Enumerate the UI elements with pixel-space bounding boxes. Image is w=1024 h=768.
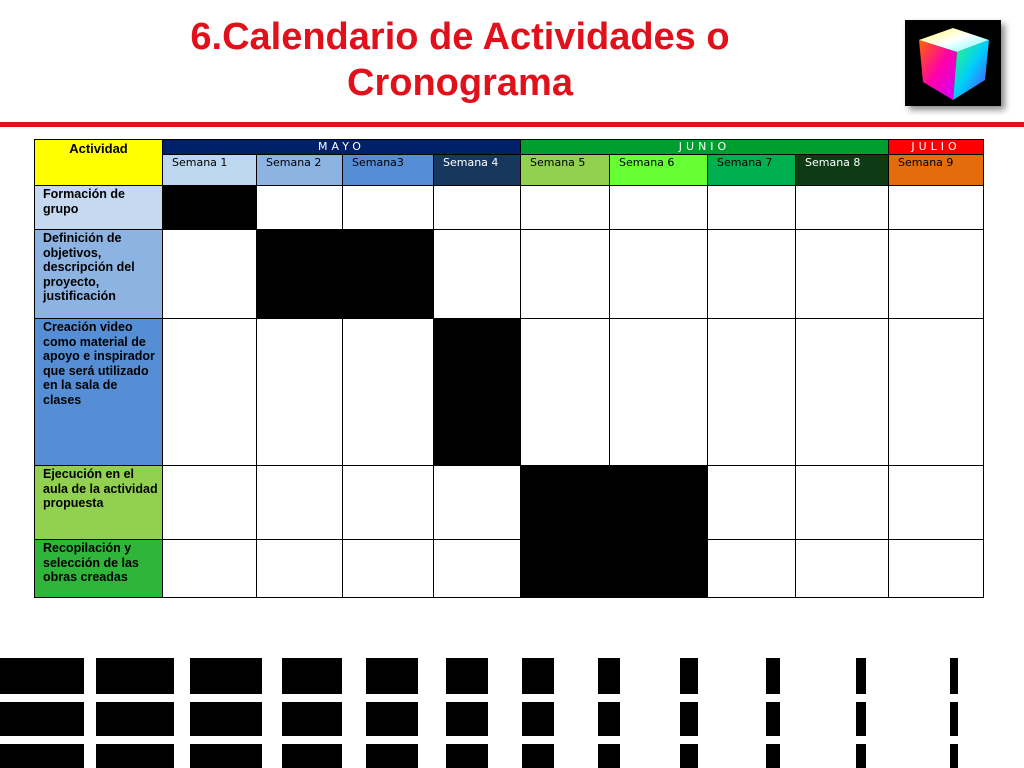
checker-block	[366, 702, 418, 736]
week-cell	[521, 319, 610, 466]
checker-block	[598, 658, 620, 694]
activity-label: Recopilación y selección de las obras creadas	[35, 540, 163, 598]
checker-block	[766, 702, 780, 736]
week-cell	[163, 540, 257, 598]
black-white-checker-pattern	[0, 658, 1024, 768]
week-cell-active	[521, 466, 610, 540]
week-header: Semana 1	[163, 155, 257, 186]
checker-block	[766, 744, 780, 768]
week-cell	[708, 466, 796, 540]
week-cell	[163, 319, 257, 466]
checker-block	[766, 658, 780, 694]
week-cell	[610, 186, 708, 230]
week-cell	[796, 230, 889, 319]
week-cell	[889, 186, 984, 230]
week-cell-active	[521, 540, 610, 598]
checker-block	[446, 658, 488, 694]
week-cell	[434, 230, 521, 319]
checker-block	[950, 744, 958, 768]
week-cell	[257, 540, 343, 598]
week-header: Semana 8	[796, 155, 889, 186]
week-header: Semana 9	[889, 155, 984, 186]
checker-block	[680, 658, 698, 694]
week-cell	[257, 466, 343, 540]
week-header: Semana 6	[610, 155, 708, 186]
week-cell	[708, 540, 796, 598]
checker-block	[522, 744, 554, 768]
week-cell	[889, 319, 984, 466]
checker-block	[282, 702, 342, 736]
week-cell	[796, 540, 889, 598]
checker-block	[0, 658, 84, 694]
checker-block	[366, 658, 418, 694]
title-divider	[0, 122, 1024, 127]
week-cell	[708, 186, 796, 230]
week-cell	[434, 466, 521, 540]
checker-block	[522, 702, 554, 736]
month-header-junio: JUNIO	[521, 140, 889, 155]
table-row	[35, 319, 984, 466]
schedule-table	[34, 139, 984, 598]
week-cell-active	[343, 230, 434, 319]
checker-block	[856, 702, 866, 736]
week-header: Semana3	[343, 155, 434, 186]
week-cell	[796, 466, 889, 540]
checker-block	[598, 744, 620, 768]
checker-block	[96, 744, 174, 768]
checker-block	[446, 744, 488, 768]
week-cell	[889, 540, 984, 598]
week-cell	[521, 230, 610, 319]
week-cell	[163, 466, 257, 540]
slide-title-line-1: 6.Calendario de Actividades o	[190, 16, 730, 58]
week-cell	[889, 466, 984, 540]
checker-block	[96, 658, 174, 694]
checker-block	[190, 744, 262, 768]
table-row	[35, 230, 984, 319]
checker-block	[190, 702, 262, 736]
week-cell	[796, 319, 889, 466]
week-header: Semana 4	[434, 155, 521, 186]
slide-title	[90, 14, 830, 106]
week-cell	[343, 466, 434, 540]
activity-label: Ejecución en el aula de la actividad propuesta	[35, 466, 163, 540]
week-cell	[343, 540, 434, 598]
week-cell	[610, 319, 708, 466]
activity-label: Formación de grupo	[35, 186, 163, 230]
checker-block	[96, 702, 174, 736]
checker-block	[522, 658, 554, 694]
checker-block	[680, 702, 698, 736]
month-header-julio: JULIO	[889, 140, 984, 155]
checker-block	[856, 744, 866, 768]
week-cell	[521, 186, 610, 230]
week-cell	[257, 319, 343, 466]
checker-block	[0, 702, 84, 736]
checker-block	[598, 702, 620, 736]
checker-block	[282, 658, 342, 694]
week-cell	[796, 186, 889, 230]
week-cell	[434, 540, 521, 598]
checker-block	[282, 744, 342, 768]
activity-column-header: Actividad	[35, 140, 163, 186]
activity-label: Creación video como material de apoyo e inspirador que será utilizado en la sala de clases	[35, 319, 163, 466]
checker-block	[446, 702, 488, 736]
table-row	[35, 466, 984, 540]
week-cell	[708, 319, 796, 466]
checker-block	[0, 744, 84, 768]
activity-label: Definición de objetivos, descripción del proyecto, justificación	[35, 230, 163, 319]
week-cell	[343, 319, 434, 466]
month-header-mayo: MAYO	[163, 140, 521, 155]
week-cell-active	[163, 186, 257, 230]
week-cell	[434, 186, 521, 230]
week-header: Semana 7	[708, 155, 796, 186]
checker-block	[366, 744, 418, 768]
week-cell-active	[610, 466, 708, 540]
table-row	[35, 186, 984, 230]
week-cell-active	[257, 230, 343, 319]
checker-block	[856, 658, 866, 694]
week-cell	[889, 230, 984, 319]
week-cell-active	[610, 540, 708, 598]
table-row	[35, 540, 984, 598]
checker-block	[680, 744, 698, 768]
week-cell	[610, 230, 708, 319]
slide-title-line-2: Cronograma	[347, 62, 573, 104]
week-cell	[708, 230, 796, 319]
week-cell	[163, 230, 257, 319]
week-cell	[343, 186, 434, 230]
week-header: Semana 2	[257, 155, 343, 186]
checker-block	[950, 658, 958, 694]
checker-block	[190, 658, 262, 694]
checker-block	[950, 702, 958, 736]
week-header: Semana 5	[521, 155, 610, 186]
week-cell-active	[434, 319, 521, 466]
week-cell	[257, 186, 343, 230]
rgb-color-cube-icon	[905, 20, 1001, 106]
